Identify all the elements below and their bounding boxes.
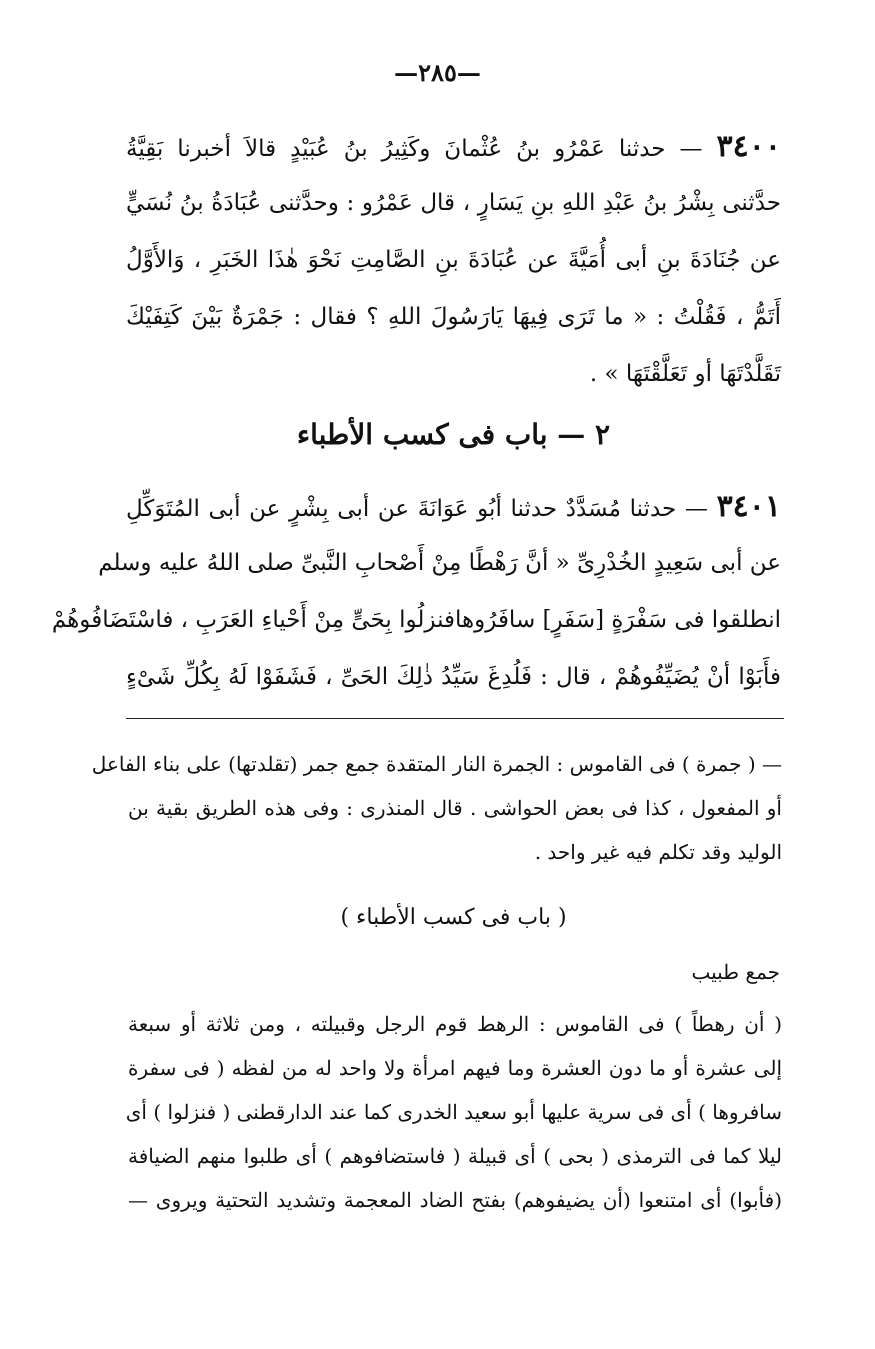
footnote-line: الوليد وقد تكلم فيه غير واحد . [534, 840, 782, 864]
footnote-chapter-heading: ( باب فى كسب الأطباء ) [340, 905, 567, 930]
footnote-line: أو المفعول ، كذا فى بعض الحواشى . قال المنذرى : وفى هذه الطريق بقية بن [128, 796, 782, 820]
hadith-line-text: — حدثنا عَمْرُو بنُ عُثْمانَ وكَثِيرُ بنُ عُبَيْدٍ قالاَ أخبرنا بَقِيَّةُ [126, 136, 703, 162]
footnote-divider [126, 718, 784, 719]
hadith-line: عن أبى سَعِيدٍ الخُدْرِىِّ « أنَّ رَهْطًا مِنْ أَصْحابِ النَّبىِّ صلى اللهُ عليه وسلم [98, 550, 781, 576]
hadith-line: أَتَمُّ ، فَقُلْتُ : « ما تَرَى فِيهَا يَارَسُولَ اللهِ ؟ فقال : جَمْرَةٌ بَيْنَ كَتِفَيْكَ [126, 304, 781, 330]
hadith-number: ٣٤٠١ [716, 489, 782, 524]
footnote-line: ليلا كما فى الترمذى ( بحى ) أى قبيلة ( فاستضافوهم ) أى طلبوا منهم الضيافة [128, 1144, 783, 1168]
page-number: —٢٨٥— [394, 58, 481, 87]
hadith-line: عن جُنَادَةَ بنِ أبى أُمَيَّةَ عن عُبَادَةَ بنِ الصَّامِتِ نَحْوَ هٰذَا الخَبَرِ ، وَالأَوَّلُ [126, 247, 781, 273]
hadith-line: تَقَلَّدْتَهَا أو تَعَلَّقْتَهَا » . [589, 361, 781, 387]
footnote-line: سافروها ) أى فى سرية عليها أبو سعيد الخدرى كما عند الدارقطنى ( فنزلوا ) أى [125, 1100, 782, 1124]
footnote-note: جمع طبيب [691, 960, 780, 984]
hadith-line: فأَبَوْا أنْ يُضَيِّفُوهُمْ ، قال : فَلُدِغَ سَيِّدُ ذٰلِكَ الحَىِّ ، فَشَفَوْا لَهُ بِكُلِّ شَىْءٍ [126, 664, 781, 690]
hadith-3401 [51, 478, 782, 706]
hadith-number: ٣٤٠٠ [716, 129, 781, 164]
footnote-line: ( أن رهطاً ) فى القاموس : الرهط قوم الرجل وقبيلته ، ومن ثلاثة أو سبعة [128, 1012, 782, 1036]
footnote-line: (فأبوا) أى امتنعوا (أن يضيفوهم) بفتح الضاد المعجمة وتشديد التحتية ويروى — [128, 1188, 782, 1212]
hadith-line: حدَّثنى بِشْرُ بنُ عَبْدِ اللهِ بنِ يَسَارٍ ، قال عَمْرُو : وحدَّثنى عُبَادَةُ بنُ نُسَيٍّ [126, 190, 781, 216]
chapter-title: ٢ — باب فى كسب الأطباء [296, 418, 611, 451]
hadith-line: انطلقوا فى سَفْرَةٍ [سَفَرٍ] سافَرُوهافنزلُوا بِحَىٍّ مِنْ أَحْياءِ العَرَبِ ، فاسْتَضَافُوهُمْ [51, 607, 781, 633]
footnote-line: — ( جمرة ) فى القاموس : الجمرة النار المتقدة جمع جمر (تقلدتها) على بناء الفاعل [91, 752, 782, 776]
hadith-line [126, 478, 781, 535]
footnotes-block-1 [91, 742, 782, 874]
hadith-line-text: — حدثنا مُسَدَّدٌ حدثنا أبُو عَوَانَةَ عن أبى بِشْرٍ عن أبى المُتَوَكِّلِ [126, 496, 708, 522]
hadith-3400 [126, 118, 781, 403]
hadith-line [126, 118, 781, 175]
footnote-line: إلى عشرة أو ما دون العشرة وما فيهم امرأة ولا واحد له من لفظه ( فى سفرة [128, 1056, 782, 1080]
footnotes-block-2 [125, 1002, 783, 1222]
